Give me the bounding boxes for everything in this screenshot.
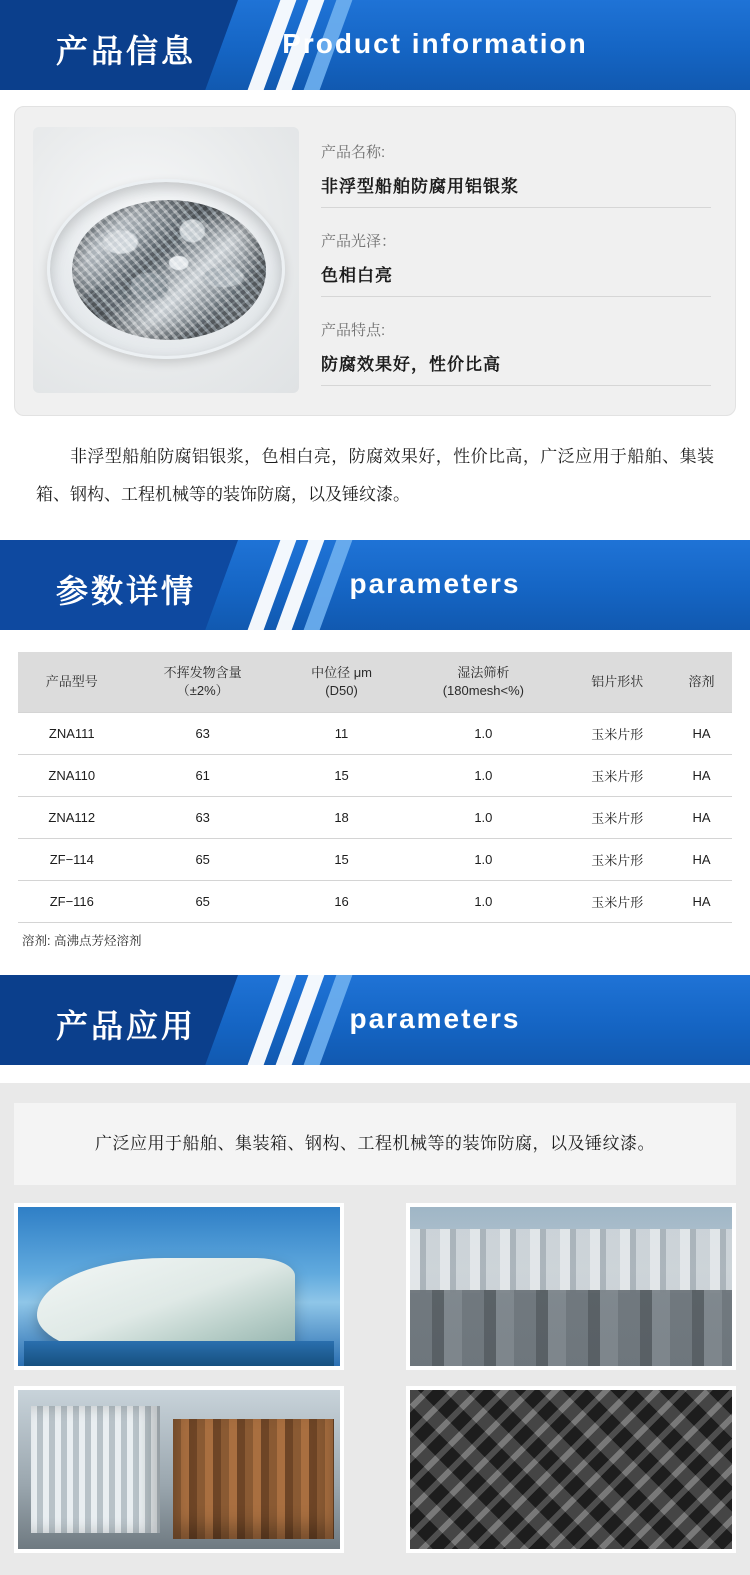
- product-description: 非浮型船舶防腐铝银浆，色相白亮，防腐效果好，性价比高，广泛应用于船舶、集装箱、钢构、工程机械等的装饰防腐，以及锤纹漆。: [36, 447, 714, 504]
- table-row: [18, 839, 732, 881]
- cell-wet-sieve: 1.0: [403, 881, 563, 923]
- aluminum-paste-flakes: [72, 200, 266, 340]
- cell-nonvolatile: 65: [126, 839, 280, 881]
- cell-flake-shape: 玉米片形: [563, 797, 671, 839]
- cell-median: 16: [280, 881, 404, 923]
- cell-model: ZNA110: [18, 755, 126, 797]
- spec-label-name: 产品名称:: [321, 144, 386, 161]
- application-photo-grid: [14, 1203, 736, 1553]
- spec-label-features: 产品特点:: [321, 322, 386, 339]
- cell-median: 11: [280, 713, 404, 755]
- product-spec-list: [299, 107, 735, 408]
- ship-photo: [14, 1203, 344, 1370]
- col-header-model: [18, 652, 126, 713]
- application-section: [0, 1083, 750, 1575]
- col-header-solvent-text: 溶剂: [688, 674, 715, 689]
- cell-median: 18: [280, 797, 404, 839]
- col-header-wet-sieve-line2: (180mesh<%): [442, 683, 525, 698]
- col-header-flake-shape-text: 铝片形状: [591, 674, 644, 689]
- cell-median: 15: [280, 755, 404, 797]
- product-info-title-cn: 产品信息: [56, 33, 197, 69]
- product-info-card: [14, 106, 736, 416]
- parameters-title-en: parameters: [349, 568, 521, 599]
- col-header-model-text: 产品型号: [45, 674, 98, 689]
- storage-tank-photo: [14, 1386, 344, 1553]
- spec-label-gloss: 产品光泽：: [321, 233, 397, 250]
- cell-flake-shape: 玉米片形: [563, 839, 671, 881]
- cell-flake-shape: 玉米片形: [563, 755, 671, 797]
- cell-model: ZF−116: [18, 881, 126, 923]
- spec-value-name: 非浮型船舶防腐用铝银浆: [321, 172, 711, 208]
- cell-solvent: HA: [671, 755, 732, 797]
- cell-wet-sieve: 1.0: [403, 797, 563, 839]
- petri-dish-icon: [47, 179, 285, 359]
- col-header-median-diameter: [280, 652, 404, 713]
- col-header-wet-sieve-line1: 湿法筛析: [457, 665, 510, 680]
- cell-wet-sieve: 1.0: [403, 839, 563, 881]
- cell-nonvolatile: 65: [126, 881, 280, 923]
- cell-median: 15: [280, 839, 404, 881]
- table-row: [18, 797, 732, 839]
- parameters-table-wrapper: [18, 652, 732, 949]
- table-row: [18, 755, 732, 797]
- cell-wet-sieve: 1.0: [403, 755, 563, 797]
- application-description: 广泛应用于船舶、集装箱、钢构、工程机械等的装饰防腐，以及锤纹漆。: [14, 1103, 736, 1185]
- table-body: [18, 713, 732, 923]
- cell-nonvolatile: 61: [126, 755, 280, 797]
- cell-solvent: HA: [671, 797, 732, 839]
- cell-flake-shape: 玉米片形: [563, 713, 671, 755]
- parameters-title-cn: 参数详情: [56, 573, 197, 609]
- cell-model: ZNA111: [18, 713, 126, 755]
- table-row: [18, 713, 732, 755]
- spec-row-gloss: [321, 230, 711, 297]
- spec-value-features: 防腐效果好，性价比高: [321, 350, 711, 386]
- col-header-median-line2: (D50): [325, 683, 358, 698]
- spec-row-features: [321, 319, 711, 386]
- cell-solvent: HA: [671, 713, 732, 755]
- col-header-solvent: [671, 652, 732, 713]
- cell-nonvolatile: 63: [126, 797, 280, 839]
- table-header-row: [18, 652, 732, 713]
- table-row: [18, 881, 732, 923]
- parameters-banner: [0, 540, 750, 630]
- cell-solvent: HA: [671, 839, 732, 881]
- application-banner: [0, 975, 750, 1065]
- product-info-banner: [0, 0, 750, 90]
- col-header-median-line1: 中位径 μm: [311, 665, 373, 680]
- hammer-tone-paint-photo: [406, 1386, 736, 1553]
- cell-solvent: HA: [671, 881, 732, 923]
- spec-row-name: [321, 141, 711, 208]
- col-header-nonvolatile-line2: （±2%）: [176, 683, 229, 698]
- cell-wet-sieve: 1.0: [403, 713, 563, 755]
- col-header-nonvolatile-line1: 不挥发物含量: [163, 665, 242, 680]
- cell-flake-shape: 玉米片形: [563, 881, 671, 923]
- table-footnote: 溶剂: 高沸点芳烃溶剂: [22, 934, 142, 948]
- product-info-title-en: Product information: [282, 28, 588, 59]
- col-header-flake-shape: [563, 652, 671, 713]
- product-photo: [33, 127, 299, 393]
- application-title-cn: 产品应用: [56, 1008, 197, 1044]
- cell-model: ZNA112: [18, 797, 126, 839]
- col-header-nonvolatile: [126, 652, 280, 713]
- application-title-en: parameters: [349, 1003, 521, 1034]
- spec-value-gloss: 色相白亮: [321, 261, 711, 297]
- cell-model: ZF−114: [18, 839, 126, 881]
- parameters-table: [18, 652, 732, 923]
- col-header-wet-sieve: [403, 652, 563, 713]
- cell-nonvolatile: 63: [126, 713, 280, 755]
- industrial-plant-photo: [406, 1203, 736, 1370]
